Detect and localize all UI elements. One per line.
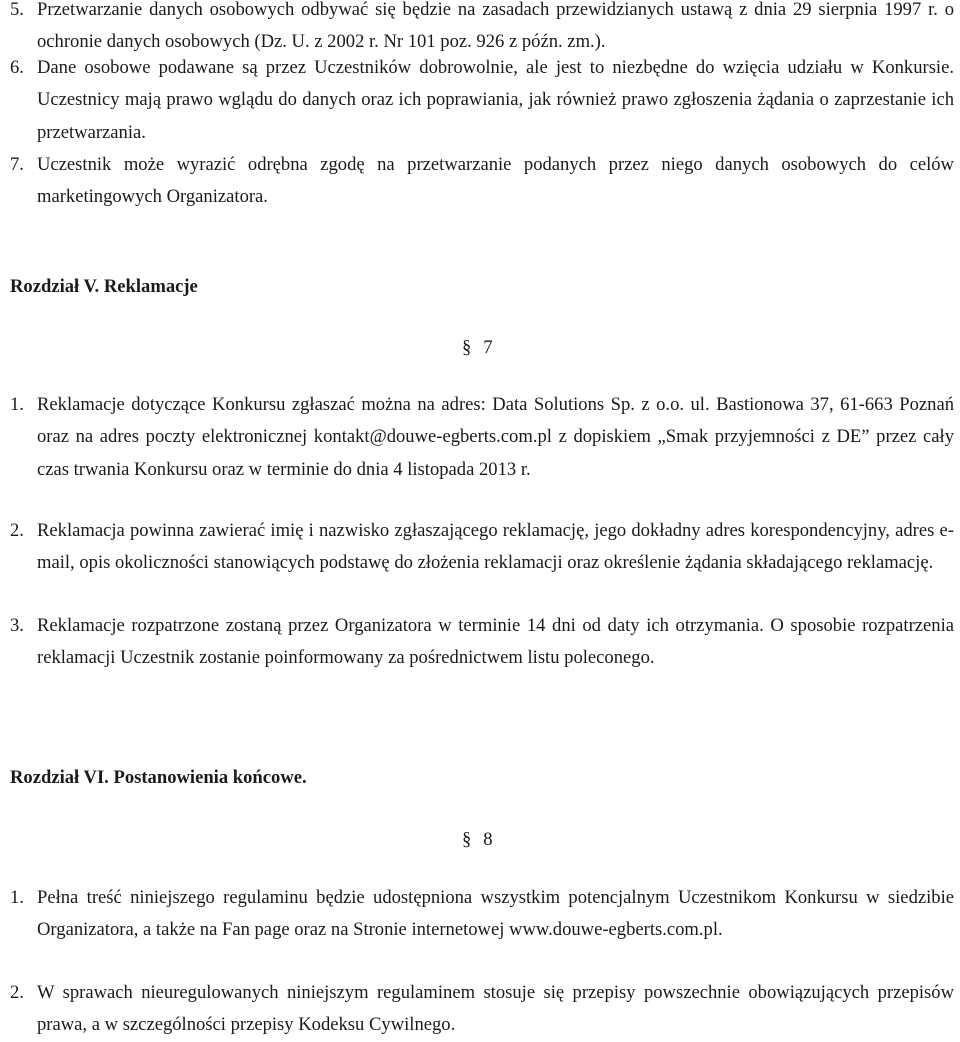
- paragraph-number-8: [462, 828, 493, 852]
- list-item-number: 2.: [10, 982, 24, 1003]
- list-item-number: 6.: [10, 57, 24, 78]
- paragraph-number: 7: [483, 337, 493, 358]
- list-item-text: Dane osobowe podawane są przez Uczestników dobrowolnie, ale jest to niezbędne do wzięcia udziału w Konkursie. Uczestnicy mają prawo wglądu do danych oraz ich poprawiania, jak również prawo zgłoszenia żądania o zaprzestanie ich przetwarzania.: [37, 57, 954, 143]
- list-item-text: Przetwarzanie danych osobowych odbywać się będzie na zasadach przewidzianych ustawą z dnia 29 sierpnia 1997 r. o ochronie danych osobowych (Dz. U. z 2002 r. Nr 101 poz. 926 z późn. zm.).: [37, 0, 954, 53]
- list-item-s6-1: [10, 882, 954, 947]
- list-item-text: Uczestnik może wyrazić odrębna zgodę na przetwarzanie podanych przez niego danych osobowych do celów marketingowych Organizatora.: [37, 154, 954, 208]
- list-item-number: 1.: [10, 887, 24, 908]
- list-item-number: 3.: [10, 615, 24, 636]
- list-item-s5-2: [10, 515, 954, 580]
- paragraph-symbol: §: [462, 829, 472, 850]
- list-item-s4-7: [10, 149, 954, 214]
- list-item-text: W sprawach nieuregulowanych niniejszym regulaminem stosuje się przepisy powszechnie obowiązujących przepisów prawa, a w szczególności przepisy Kodeksu Cywilnego.: [37, 982, 954, 1036]
- list-item-s6-2: [10, 977, 954, 1042]
- section-heading-reklamacje: Rozdział V. Reklamacje: [10, 276, 198, 297]
- list-item-number: 5.: [10, 0, 24, 20]
- list-item-s4-6: [10, 52, 954, 149]
- list-item-s5-1: [10, 389, 954, 486]
- list-item-text: Reklamacje dotyczące Konkursu zgłaszać można na adres: Data Solutions Sp. z o.o. ul. Bastionowa 37, 61-663 Poznań oraz na adres poczty elektronicznej kontakt@douwe-egberts.com.pl z dopiskiem „Smak przyjemności z DE” przez cały czas trwania Konkursu oraz w terminie do dnia 4 listopada 2013 r.: [37, 394, 954, 480]
- paragraph-symbol: §: [462, 337, 472, 358]
- list-item-number: 2.: [10, 520, 24, 541]
- list-item-text: Reklamacje rozpatrzone zostaną przez Organizatora w terminie 14 dni od daty ich otrzymania. O sposobie rozpatrzenia reklamacji Uczestnik zostanie poinformowany za pośrednictwem listu poleconego.: [37, 615, 954, 669]
- paragraph-number-7: [462, 336, 493, 360]
- paragraph-number: 8: [483, 829, 493, 850]
- list-item-s5-3: [10, 610, 954, 675]
- list-item-s4-5: [10, 0, 954, 59]
- list-item-text: Pełna treść niniejszego regulaminu będzie udostępniona wszystkim potencjalnym Uczestnikom Konkursu w siedzibie Organizatora, a także na Fan page oraz na Stronie internetowej www.douwe-egberts.com.pl.: [37, 887, 954, 941]
- list-item-number: 1.: [10, 394, 24, 415]
- list-item-number: 7.: [10, 154, 24, 175]
- list-item-text: Reklamacja powinna zawierać imię i nazwisko zgłaszającego reklamację, jego dokładny adres korespondencyjny, adres e-mail, opis okoliczności stanowiących podstawę do złożenia reklamacji oraz określenie żądania składającego reklamację.: [37, 520, 954, 574]
- section-heading-postanowienia: Rozdział VI. Postanowienia końcowe.: [10, 767, 307, 788]
